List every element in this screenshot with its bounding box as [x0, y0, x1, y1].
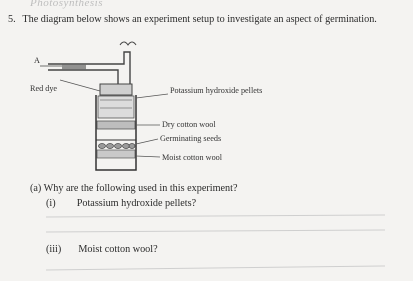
label-dry-cotton-wool: Dry cotton wool [162, 120, 216, 129]
label-moist-cotton-wool: Moist cotton wool [162, 153, 223, 162]
item-text: Moist cotton wool? [78, 244, 158, 255]
header-scribble: Photosynthesis [30, 0, 103, 9]
label-koh-pellets: Potassium hydroxide pellets [170, 86, 263, 95]
label-germinating-seeds: Germinating seeds [160, 134, 222, 143]
clip [120, 42, 136, 45]
item-number: (iii) [46, 244, 62, 255]
red-dye [62, 64, 86, 70]
question-text: The diagram below shows an experiment setup to investigate an aspect of germination. [22, 14, 377, 25]
question-number: 5. [8, 14, 16, 25]
moist-cotton-wool [97, 150, 135, 158]
label-red-dye: Red dye [30, 84, 58, 93]
part-a-item-i [46, 198, 196, 209]
part-a-stem: (a) Why are the following used in this experiment? [30, 183, 238, 194]
dry-cotton-wool [97, 121, 135, 129]
label-a: A [34, 56, 40, 65]
germinating-seeds [99, 144, 136, 149]
stopper [100, 84, 132, 95]
part-a-item-iii [46, 244, 158, 255]
item-text: Potassium hydroxide pellets? [76, 198, 197, 209]
koh-pellets [98, 96, 134, 118]
item-number: (i) [46, 198, 56, 209]
